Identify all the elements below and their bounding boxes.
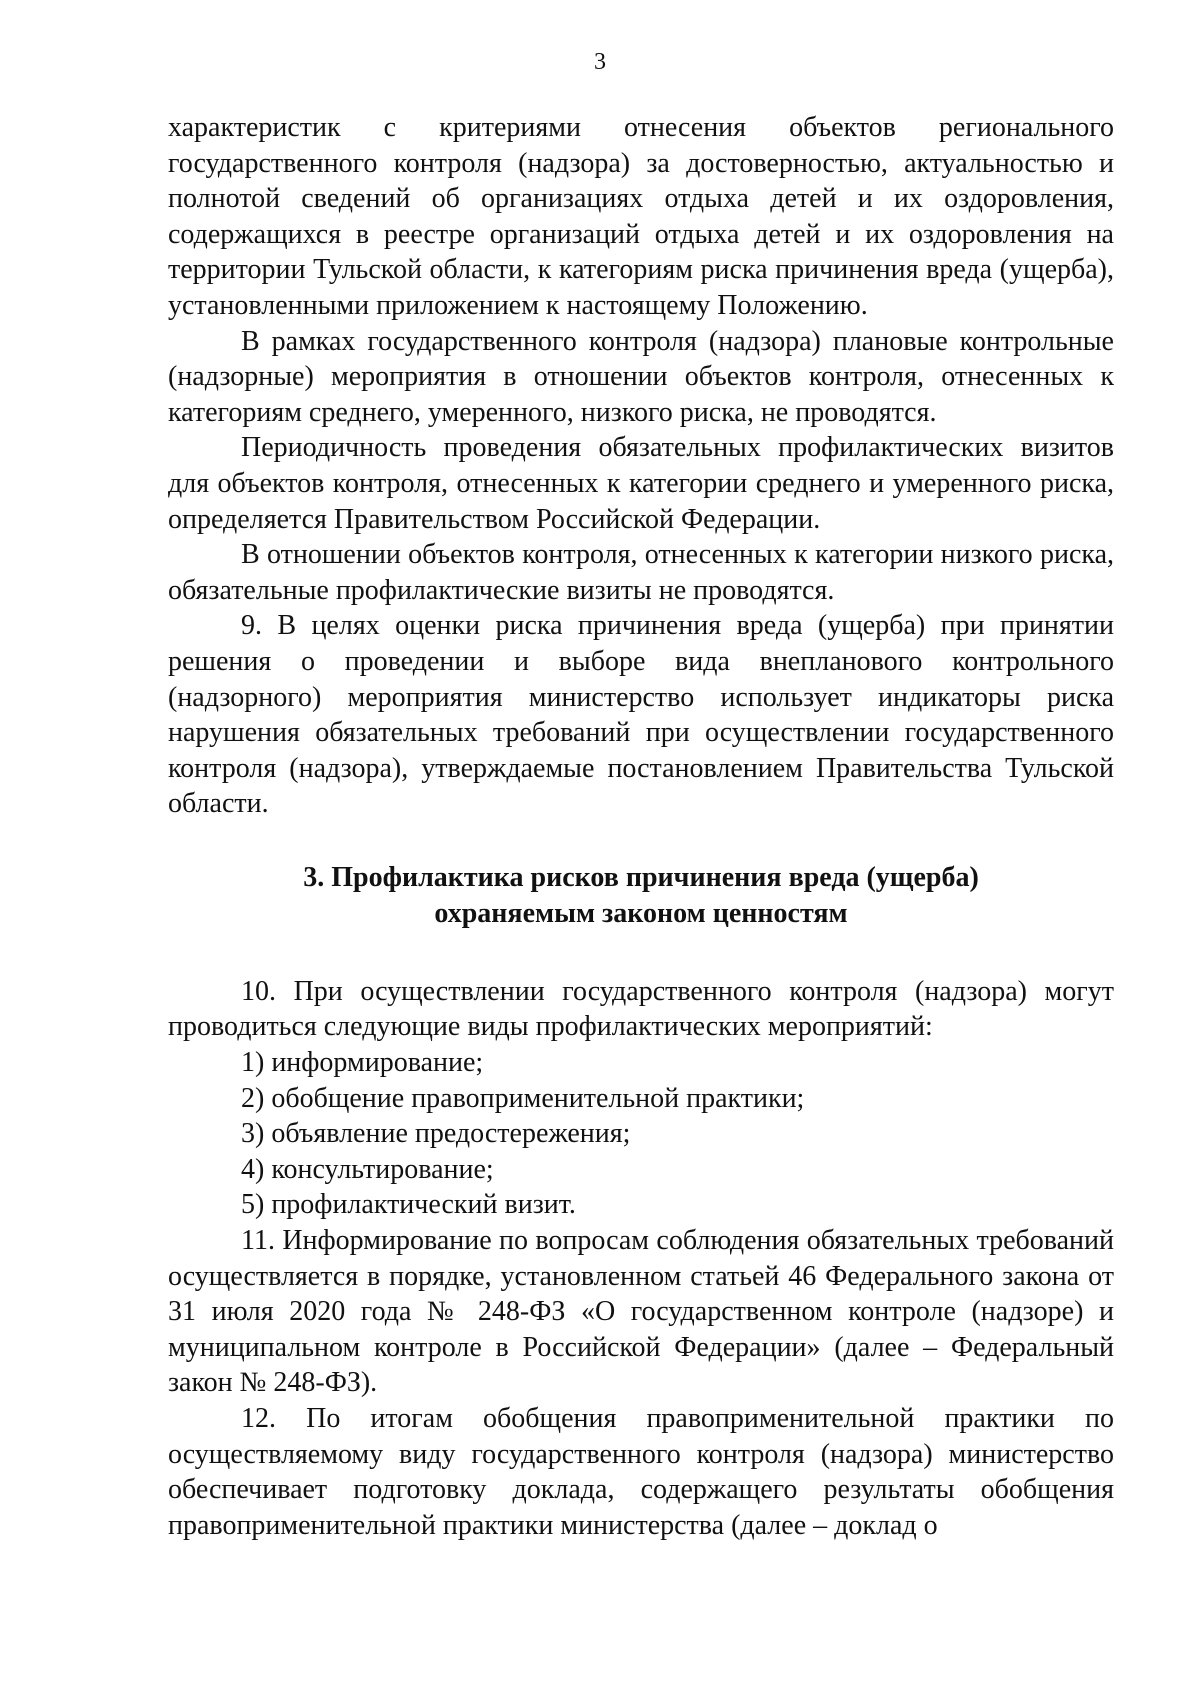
paragraph-12: 12. По итогам обобщения правоприменительной практики по осуществляемому виду государственного контроля (надзора) министерство обеспечивает подготовку доклада, содержащего результаты обобщения правоприменительной практики министерства (далее – доклад о [168, 1403, 1114, 1541]
page-number: 3 [594, 49, 606, 75]
list-item: 2) обобщение правоприменительной практики; [241, 1082, 805, 1114]
paragraph-planned-measures: В рамках государственного контроля (надзора) плановые контрольные (надзорные) мероприятия в отношении объектов контроля, отнесенных к категориям среднего, умеренного, низкого риска, не проводятся. [168, 325, 1114, 428]
document-body [168, 110, 1114, 1543]
paragraph-visit-frequency: Периодичность проведения обязательных профилактических визитов для объектов контроля, отнесенных к категории среднего и умеренного риска, определяется Правительством Российской Федерации. [168, 432, 1114, 535]
list-item: 3) объявление предостережения; [241, 1118, 631, 1150]
section-heading-line-1: 3. Профилактика рисков причинения вреда (ущерба) [303, 861, 979, 893]
paragraph-low-risk: В отношении объектов контроля, отнесенных к категории низкого риска, обязательные профилактические визиты не проводятся. [168, 539, 1114, 606]
section-heading-line-2: охраняемым законом ценностям [434, 897, 848, 929]
list-item: 4) консультирование; [241, 1153, 494, 1185]
section-heading [168, 860, 1114, 932]
list-item: 1) информирование; [241, 1047, 484, 1079]
list-item: 5) профилактический визит. [241, 1189, 576, 1221]
paragraph-10: 10. При осуществлении государственного контроля (надзора) могут проводиться следующие виды профилактических мероприятий: [168, 975, 1114, 1043]
paragraph-continuation: характеристик с критериями отнесения объектов регионального государственного контроля (надзора) за достоверностью, актуальностью и полнотой сведений об организациях отдыха детей и их оздоровления, содержащихся в реестре организаций отдыха детей и их оздоровления на территории Тульской области, к категориям риска причинения вреда (ущерба), установленными приложением к настоящему Положению. [168, 112, 1114, 321]
paragraph-9: 9. В целях оценки риска причинения вреда (ущерба) при принятии решения о проведении и выборе вида внепланового контрольного (надзорного) мероприятия министерство использует индикаторы риска нарушения обязательных требований при осуществлении государственного контроля (надзора), утверждаемые постановлением Правительства Тульской области. [168, 610, 1114, 820]
paragraph-11: 11. Информирование по вопросам соблюдения обязательных требований осуществляется в порядке, установленном статьей 46 Федерального закона от 31 июля 2020 года № 248-ФЗ «О государственном контроле (надзоре) и муниципальном контроле в Российской Федерации» (далее – Федеральный закон № 248-ФЗ). [168, 1225, 1114, 1399]
